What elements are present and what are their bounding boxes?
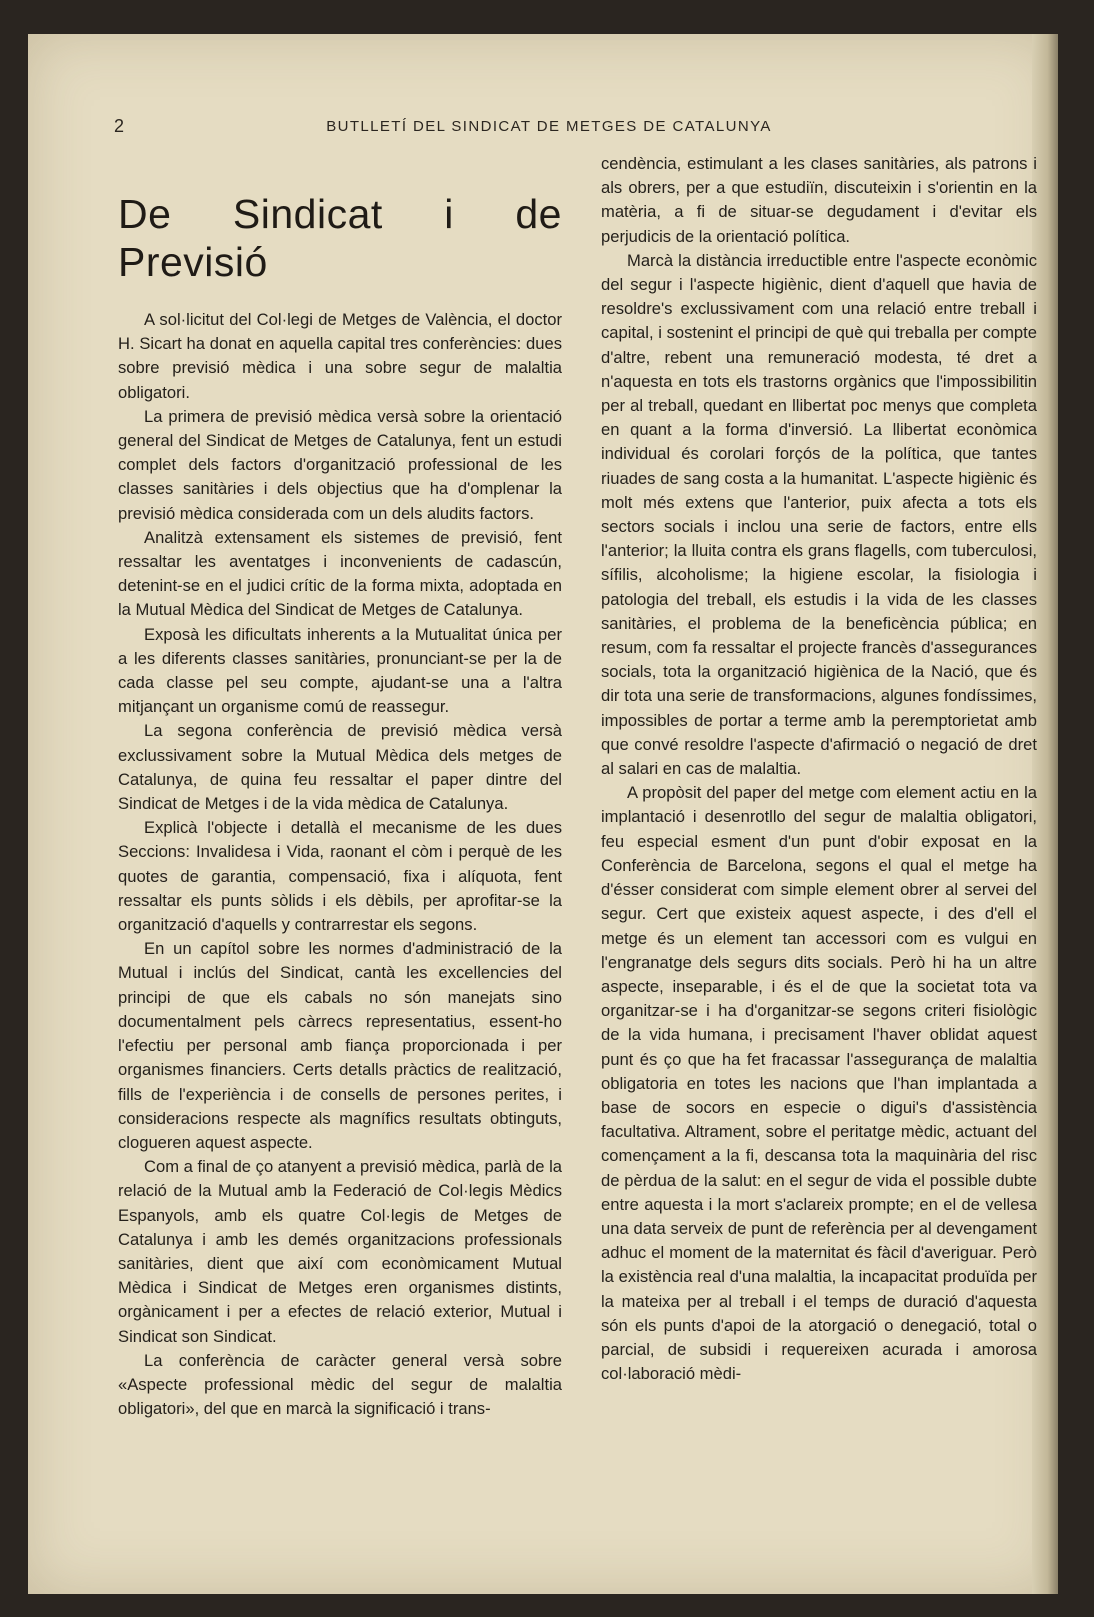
paragraph: La conferència de caràcter general versà sobre «Aspecte professional mèdic del segur de malaltia obligatori», del que en marcà la significació i trans- — [118, 1350, 562, 1419]
paragraph: Explicà l'objecte i detallà el mecanisme de les dues Seccions: Invalidesa i Vida, raonant el còm i perquè de les quotes de garantia, compensació, fixa i alíquota, fent ressaltar els punts sòlids i els dèbils, per aprofitar-se la organització d'aquells y contrarrestar els segons. — [118, 818, 562, 935]
journal-page — [28, 34, 1058, 1594]
paragraph: Exposà les dificultats inherents a la Mutualitat única per a les diferents classes sanitàries, pronunciant-se per la de cada classe pel seu compte, ajudant-se una a l'altra mitjançant un organisme comú de reassegur. — [118, 624, 562, 717]
journal-title: BUTLLETÍ DEL SINDICAT DE METGES DE CATALUNYA — [326, 118, 772, 135]
paragraph: Com a final de ço atanyent a previsió mèdica, parlà de la relació de la Mutual amb la Federació de Col·legis Mèdics Espanyols, amb els quatre Col·legis de Metges de Catalunya i amb les demés organitzacions professionals sanitàries, dient que així com econòmicament Mutual Mèdica i Sindicat de Metges eren organismes distints, orgànicament i per a efectes de relació exterior, Mutual i Sindicat son Sindicat. — [118, 1157, 562, 1346]
paragraph: cendència, estimulant a les clases sanitàries, als patrons i als obrers, per a que estudiïn, discuteixin i s'orientin en la matèria, a fi de situar-se degudament i d'evitar els perjudicis de la orientació política. — [601, 154, 1037, 246]
paragraph: En un capítol sobre les normes d'administració de la Mutual i inclús del Sindicat, cantà les excellencies del principi de que els cabals no són manejats sino documentalment pels càrrecs representatius, essent-ho l'efectiu per personal amb fiança proporcionada i per organismes financiers. Certs detalls pràctics de realització, fills de l'experiència i de consells de persones perites, i consideracions respecte als magnífics resultats obtinguts, clogueren aquest aspecte. — [118, 939, 562, 1152]
right-column — [601, 152, 1037, 1386]
paragraph: Marcà la distància irreductible entre l'aspecte econòmic del segur i l'aspecte higiènic, dient d'aquell que havia de resoldre's exclussivament com una relació entre treball i capital, i sostenint el principi de què qui treballa per compte d'altre, rebent una remuneració modesta, té dret a n'aquesta en tots els trastorns orgànics que l'impossibilitin per al treball, quedant en llibertat poc menys que completa en quant a la forma d'inversió. La llibertat econòmica individual és corolari forçós de la política, que tantes riuades de sang costa a la humanitat. L'aspecte higiènic és molt més extens que l'anterior, puix afecta a tots els sectors socials i inclou una serie de factors, entre ells l'anterior; la lluita contra els grans flagells, com tuberculosi, sífilis, alcoholisme; la higiene escolar, la fisiologia i patologia del treball, els estudis i la vida de les classes sanitàries, el problema de la beneficència pública; en resum, com fa ressaltar el projecte francès d'assegurances socials, tota la organització higiènica de la Nació, que és dir tota una serie de transformacions, algunes fondíssimes, impossibles de portar a terme amb la peremptorietat amb que convé resoldre l'aspecte d'afirmació o negació de dret al salari en cas de malaltia. — [601, 250, 1037, 779]
paragraph: A sol·licitut del Col·legi de Metges de València, el doctor H. Sicart ha donat en aquella capital tres conferències: dues sobre previsió mèdica i una sobre segur de malaltia obligatori. — [118, 310, 562, 402]
paragraph: Analitzà extensament els sistemes de previsió, fent ressaltar les aventatges i inconvenients de cadascún, detenint-se en el judici crític de la forma mixta, adoptada en la Mutual Mèdica del Sindicat de Metges de Catalunya. — [118, 527, 562, 620]
page-number: 2 — [114, 116, 125, 136]
left-column — [118, 152, 562, 1421]
article-title: De Sindicat i de Previsió — [118, 191, 562, 285]
paragraph: La segona conferència de previsió mèdica versà exclussivament sobre la Mutual Mèdica dels metges de Catalunya, de quina feu ressaltar el paper dintre del Sindicat de Metges i de la vida mèdica de Catalunya. — [118, 721, 562, 814]
running-header — [114, 116, 984, 140]
paragraph: A propòsit del paper del metge com element actiu en la implantació i desenrotllo del segur de malaltia obligatori, feu especial esment d'un punt d'obir exposat en la Conferència de Barcelona, segons el qual el metge ha d'ésser considerat com simple element obrer al servei del segur. Cert que existeix aquest aspecte, i des d'ell el metge és un element tan accessori com es vulgui en l'engranatge dels segurs dits socials. Però hi ha un altre aspecte, inseparable, i és el de que la societat tota va organitzar-se i ha d'organitzar-se segons criteri fisiològic de la vida humana, i precisament l'haver oblidat aquest punt és ço que ha fet fracassar l'assegurança de malaltia obligatoria en totes les nacions que l'han implantada a base de socors en especie o digui's d'assistència facultativa. Altrament, sobre el peritatge mèdic, actuant del començament a la fi, descansa tota la maquinària del risc de pèrdua de la salut: en el segur de vida el possible dubte entre aquesta i la mort s'aclareix prompte; en el de vellesa una data serveix de punt de referència per al devengament adhuc el moment de la maternitat és fàcil d'averiguar. Però la existència real d'una malaltia, la incapacitat produïda per la mateixa per al treball i el temps de duració d'aquesta són els punts d'apoi de la atorgació o denegació, total o parcial, de subsidi i requereixen acurada i amorosa col·laboració mèdi- — [601, 783, 1037, 1384]
paragraph: La primera de previsió mèdica versà sobre la orientació general del Sindicat de Metges de Catalunya, fent un estudi complet dels factors d'organització professional de les classes sanitàries i dels objectius que ha d'omplenar la previsió mèdica considerada com un dels aludits factors. — [118, 406, 562, 523]
